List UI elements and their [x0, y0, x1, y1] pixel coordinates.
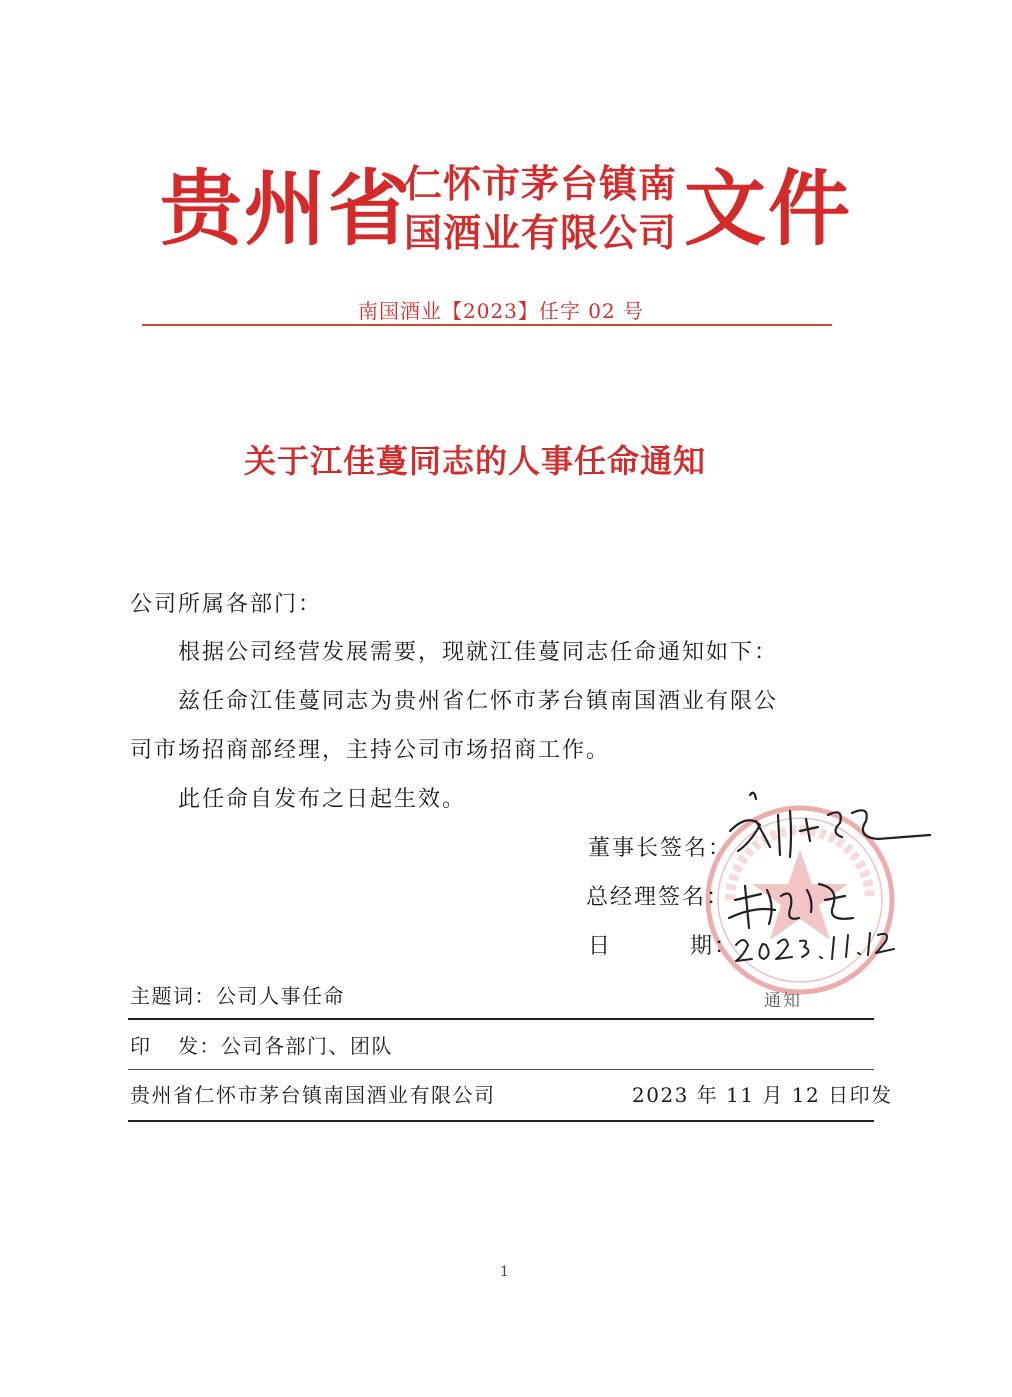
chairman-handwritten-signature [720, 785, 940, 865]
header-document-word: 文件 [684, 161, 853, 257]
paragraph-3: 此任命自发布之日起生效。 [178, 787, 467, 812]
footer-rule-top [128, 1018, 874, 1020]
distribution-label: 印 [130, 1034, 152, 1058]
header-divider [142, 324, 832, 326]
salutation: 公司所属各部门： [130, 592, 323, 617]
date-label-left: 日 [588, 934, 613, 959]
document-number: 南国酒业【2023】任字 02 号 [358, 299, 645, 323]
distribution-value: 发：公司各部门、团队 [178, 1034, 393, 1058]
paragraph-2-line-2: 司市场招商部经理，主持公司市场招商工作。 [130, 738, 611, 763]
header-company-line2: 国酒业有限公司 [404, 210, 678, 255]
footer-rule-bottom [128, 1120, 874, 1122]
document-title: 关于江佳蔓同志的人事任命通知 [244, 442, 707, 480]
chairman-signature-label: 董事长签名： [588, 836, 733, 861]
footer-rule-middle [128, 1069, 874, 1070]
header-province: 贵州省 [160, 161, 413, 257]
keywords: 主题词：公司人事任命 [130, 984, 345, 1008]
header-company-line1: 仁怀市茅台镇南 [404, 161, 678, 206]
date-label-right: 期： [690, 934, 739, 959]
issue-date: 2023 年 11 月 12 日印发 [632, 1083, 893, 1107]
handwritten-date [730, 915, 900, 975]
paragraph-2-line-1: 兹任命江佳蔓同志为贵州省仁怀市茅台镇南国酒业有限公 [178, 689, 779, 714]
page-number: 1 [500, 1264, 509, 1280]
seal-center-text: 通知 [764, 991, 802, 1011]
manager-signature-label: 总经理签名： [586, 885, 731, 910]
paragraph-1: 根据公司经营发展需要，现就江佳蔓同志任命通知如下： [178, 640, 779, 665]
issuer: 贵州省仁怀市茅台镇南国酒业有限公司 [130, 1083, 496, 1107]
